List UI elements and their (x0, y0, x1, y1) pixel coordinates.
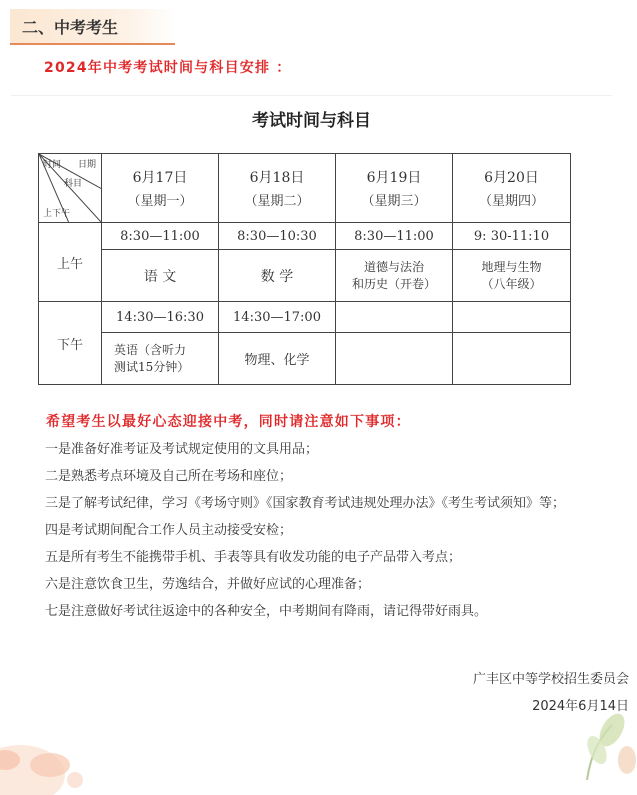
morning-subject: 语 文 (102, 250, 219, 302)
day-header-cell (336, 154, 453, 223)
morning-time: 8:30—11:00 (336, 223, 453, 250)
notice-item: 二是熟悉考点环境及自己所在考场和座位； (45, 469, 293, 484)
afternoon-time: 14:30—16:30 (102, 302, 219, 333)
section-header (10, 9, 175, 45)
morning-subject: 数 学 (219, 250, 336, 302)
notice-item: 三是了解考试纪律，学习《考场守则》《国家教育考试违规处理办法》《考生考试须知》等； (45, 496, 566, 511)
notice-item: 七是注意做好考试往返途中的各种安全，中考期间有降雨，请记得带好雨具。 (45, 604, 488, 619)
afternoon-subject: 英语（含听力 测试15分钟） (102, 333, 219, 385)
notice-item: 六是注意饮食卫生，劳逸结合，并做好应试的心理准备； (45, 577, 371, 592)
signature-org: 广丰区中等学校招生委员会 (472, 672, 629, 687)
corner-label-time: 时间 (43, 160, 62, 170)
day-header-cell (219, 154, 336, 223)
table-caption: 考试时间与科目 (252, 111, 371, 131)
morning-time: 8:30—10:30 (219, 223, 336, 250)
day-header-cell (453, 154, 571, 223)
afternoon-subject (453, 333, 571, 385)
afternoon-time (336, 302, 453, 333)
day-date: 6月19日 (366, 170, 422, 186)
signature-date: 2024年6月14日 (532, 699, 629, 714)
notice-item: 一是准备好准考证及考试规定使用的文具用品； (45, 442, 319, 457)
day-date: 6月18日 (249, 170, 305, 186)
afternoon-subject (336, 333, 453, 385)
morning-time: 8:30—11:00 (102, 223, 219, 250)
morning-subject: 地理与生物 （八年级） (453, 250, 571, 302)
morning-subject: 道德与法治 和历史（开卷） (336, 250, 453, 302)
afternoon-subject: 物理、化学 (219, 333, 336, 385)
notice-item: 五是所有考生不能携带手机、手表等具有收发功能的电子产品带入考点； (45, 550, 462, 565)
day-weekday: （星期一） (127, 194, 193, 209)
morning-label: 上午 (39, 223, 102, 302)
flower-decoration-icon (0, 705, 130, 795)
day-weekday: （星期四） (478, 194, 544, 209)
day-header-cell (102, 154, 219, 223)
corner-label-date: 日期 (77, 160, 96, 170)
schedule-table (38, 153, 571, 385)
notice-item: 四是考试期间配合工作人员主动接受安检； (45, 523, 293, 538)
notice-list (45, 436, 605, 625)
morning-time: 9: 30-11:10 (453, 223, 571, 250)
afternoon-time (453, 302, 571, 333)
corner-label-half-day: 上下午 (43, 209, 71, 219)
section-title: 二、中考考生 (22, 18, 119, 37)
day-weekday: （星期三） (361, 194, 427, 209)
schedule-table-image (11, 95, 612, 399)
corner-label-subject: 科目 (64, 179, 83, 189)
table-corner-cell (39, 154, 102, 223)
day-date: 6月20日 (484, 170, 539, 186)
leaf-decoration-icon (517, 700, 637, 780)
afternoon-time: 14:30—17:00 (219, 302, 336, 333)
day-date: 6月17日 (132, 170, 188, 186)
day-weekday: （星期二） (244, 194, 310, 209)
notice-heading: 希望考生以最好心态迎接中考，同时请注意如下事项： (46, 414, 411, 430)
schedule-subtitle: 2024年中考考试时间与科目安排 ： (44, 60, 292, 76)
afternoon-label: 下午 (39, 302, 102, 385)
